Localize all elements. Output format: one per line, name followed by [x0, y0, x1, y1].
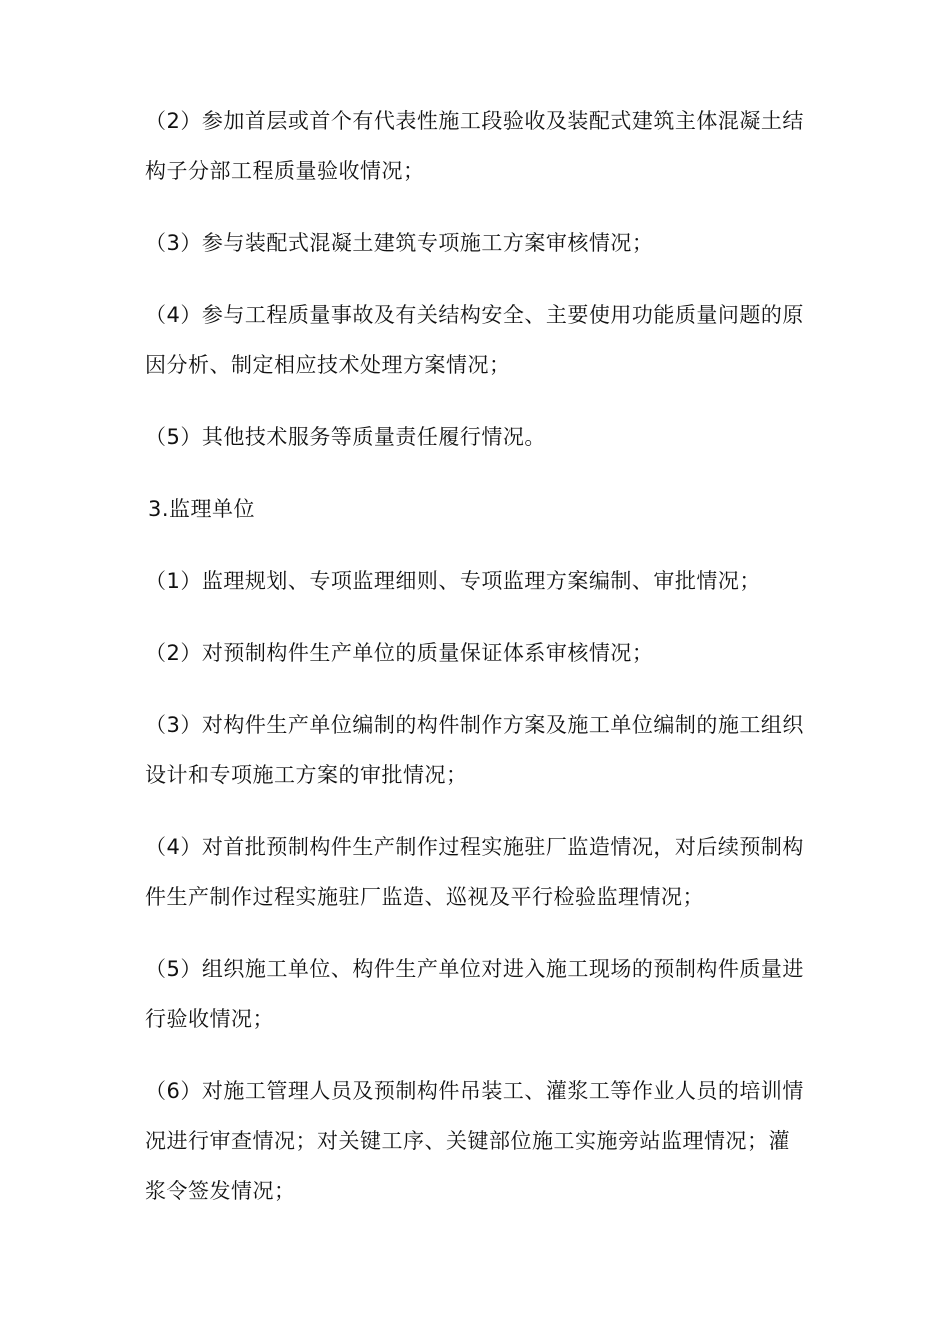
- paragraph-supervision-5: （5）组织施工单位、构件生产单位对进入施工现场的预制构件质量进行验收情况；: [145, 957, 804, 1031]
- section-heading-supervision: 3.监理单位: [148, 497, 256, 521]
- paragraph-supervision-4: （4）对首批预制构件生产制作过程实施驻厂监造情况，对后续预制构件生产制作过程实施驻厂监造、巡视及平行检验监理情况；: [145, 835, 804, 909]
- paragraph-supervision-3: （3）对构件生产单位编制的构件制作方案及施工单位编制的施工组织设计和专项施工方案的审批情况；: [145, 713, 804, 787]
- paragraph-design-2: （2）参加首层或首个有代表性施工段验收及装配式建筑主体混凝土结构子分部工程质量验收情况；: [145, 109, 804, 183]
- paragraph-design-3: （3）参与装配式混凝土建筑专项施工方案审核情况；: [145, 231, 654, 255]
- paragraph-supervision-1: （1）监理规划、专项监理细则、专项监理方案编制、审批情况；: [145, 569, 761, 593]
- paragraph-supervision-2: （2）对预制构件生产单位的质量保证体系审核情况；: [145, 641, 654, 665]
- paragraph-design-4: （4）参与工程质量事故及有关结构安全、主要使用功能质量问题的原因分析、制定相应技术处理方案情况；: [145, 303, 804, 377]
- paragraph-design-5: （5）其他技术服务等质量责任履行情况。: [145, 425, 546, 449]
- paragraph-supervision-6: （6）对施工管理人员及预制构件吊装工、灌浆工等作业人员的培训情况进行审查情况；对关键工序、关键部位施工实施旁站监理情况；灌浆令签发情况；: [145, 1079, 804, 1203]
